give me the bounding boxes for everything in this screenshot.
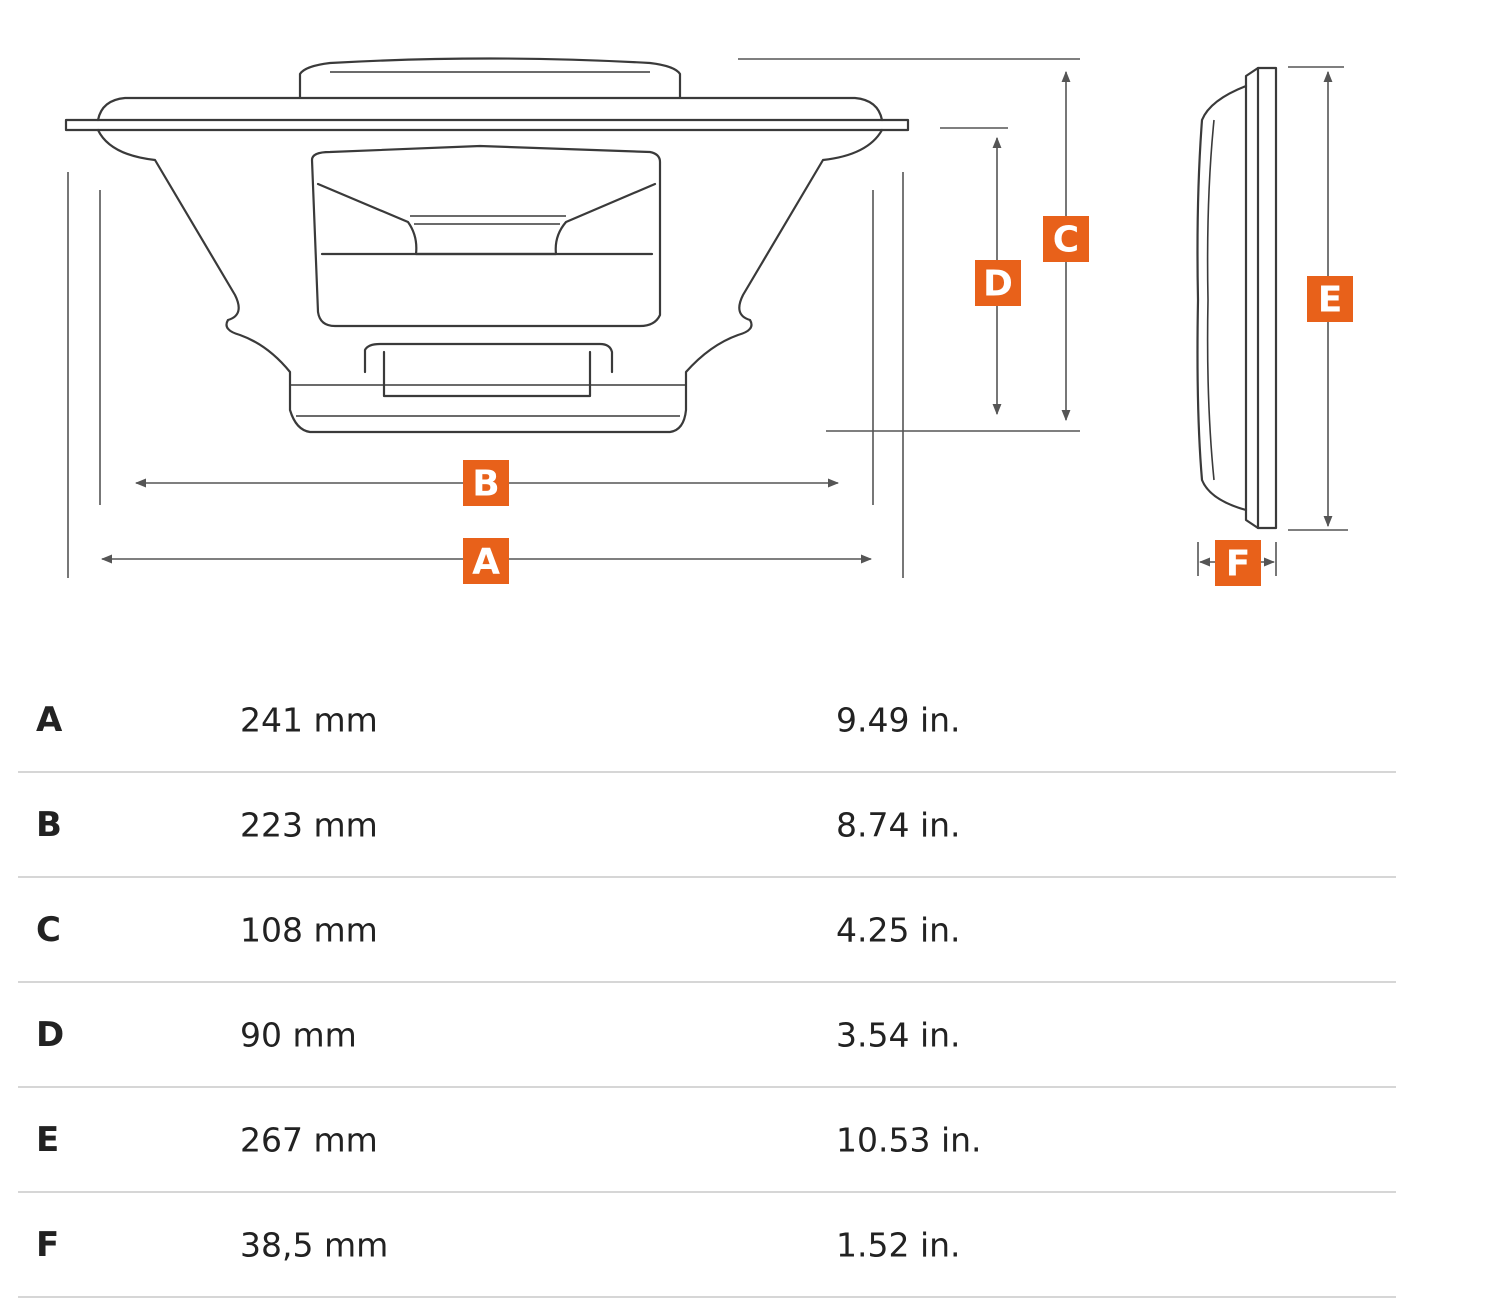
badge-f: [1215, 540, 1261, 586]
badge-e-label: E: [1317, 279, 1343, 321]
table-row: [18, 878, 1396, 983]
dimension-inch: 3.54 in.: [836, 1015, 961, 1054]
dimensions-table: [18, 668, 1396, 1298]
table-row: [18, 1193, 1396, 1298]
badge-b: [463, 460, 509, 506]
speaker-dimension-drawing: [0, 0, 1500, 640]
speaker-front-view: [66, 59, 908, 433]
dimension-inch: 9.49 in.: [836, 700, 961, 739]
dimension-label: D: [36, 1014, 65, 1055]
dimension-mm: 38,5 mm: [240, 1225, 389, 1264]
badge-b-label: B: [472, 463, 500, 505]
badge-c: [1043, 216, 1089, 262]
dimension-a-b: [68, 172, 903, 578]
dimension-inch: 8.74 in.: [836, 805, 961, 844]
badge-c-label: C: [1052, 219, 1080, 261]
dimension-mm: 241 mm: [240, 700, 378, 739]
table-row: [18, 1088, 1396, 1193]
badge-f-label: F: [1225, 543, 1251, 585]
table-row: [18, 983, 1396, 1088]
dimension-inch: 1.52 in.: [836, 1225, 961, 1264]
dimension-c-d: [738, 59, 1080, 431]
dimension-label: E: [36, 1119, 60, 1160]
dimension-mm: 108 mm: [240, 910, 378, 949]
badge-d-label: D: [983, 263, 1013, 305]
dimension-label: C: [36, 909, 61, 950]
dimension-inch: 4.25 in.: [836, 910, 961, 949]
dimension-label: A: [36, 699, 63, 740]
speaker-side-view: [1198, 68, 1277, 528]
dimension-mm: 90 mm: [240, 1015, 357, 1054]
badge-d: [975, 260, 1021, 306]
badge-a: [463, 538, 509, 584]
badge-e: [1307, 276, 1353, 322]
dimension-label: F: [36, 1224, 60, 1265]
dimension-mm: 267 mm: [240, 1120, 378, 1159]
table-row: [18, 668, 1396, 773]
badge-a-label: A: [472, 541, 500, 583]
table-row: [18, 773, 1396, 878]
dimension-mm: 223 mm: [240, 805, 378, 844]
dimension-label: B: [36, 804, 62, 845]
dimension-inch: 10.53 in.: [836, 1120, 982, 1159]
